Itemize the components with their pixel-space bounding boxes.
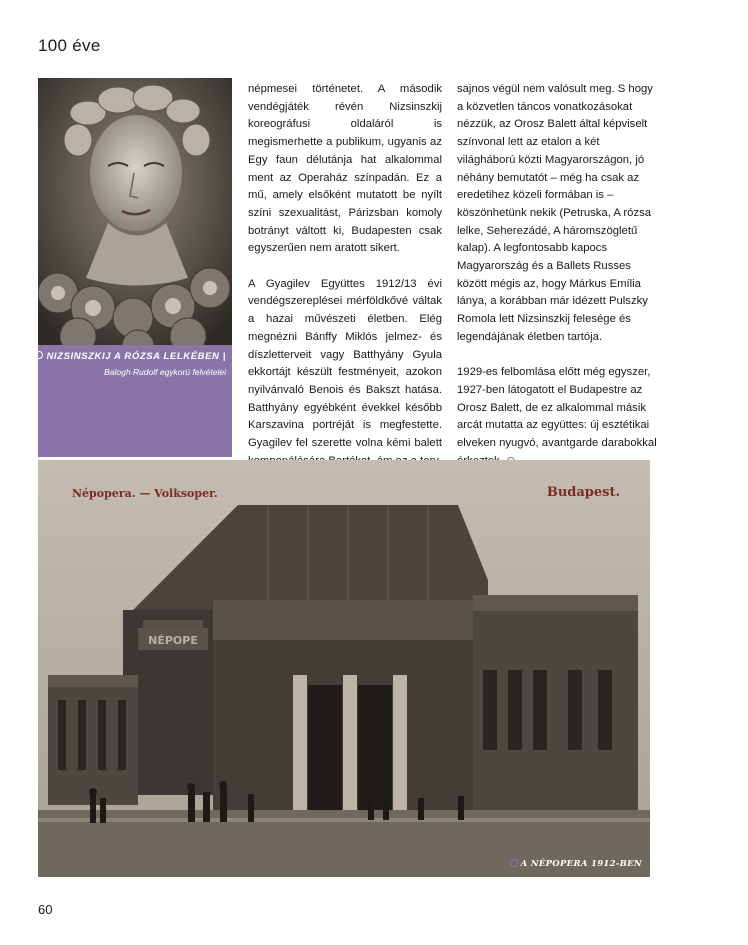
column2-paragraph-1: sajnos végül nem valósult meg. S hogy a közvetlen táncos vonatkozásokat nézzük, az Orosz Balett által képviselt színvonal lett az etalon a két világháború közti Magyarországon, jó néhány bemutatót – még ha csak az eredetihez közeli formában is – köszönhetünk nekik (Petruska, A rózsa lelke, Seherezádé, A háromszögletű kalap). A legfontosabb kapocs Magyarország és a Ballets Russes között mégis az, hogy Márkus Emília lánya, a korábban már idézett Pulszky Romola lett Nizsinszkij felesége és legendájának életben tartója.	[457, 83, 653, 343]
postcard-title-right: Budapest.	[546, 485, 620, 500]
portrait-caption-title: NIZSINSZKIJ A RÓZSA LELKÉBEN |	[46, 351, 226, 362]
text-column-1	[248, 81, 442, 488]
portrait-caption-box	[38, 345, 232, 457]
column2-paragraph-2-wrap	[457, 364, 657, 470]
column1-paragraph-2: A Gyagilev Együttes 1912/13 évi vendégszereplései mérföldkővé váltak a hazai művészeti életben. Elég megnézni Bánffy Miklós jelmez- és díszletterveit vagy Batthyány Gyula ekkortájt készült festményeit, azokon nyilvánvaló Benois és Bakszt hatása. Batthyány egyébként évekkel később Karszavina portréját is megfestette. Gyagilev fel szerette volna kémi balett	[248, 277, 442, 450]
circle-bullet-icon	[510, 859, 518, 867]
portrait-caption-credit: Balogh Rudolf egykorú felvételei	[104, 367, 226, 377]
circle-bullet-icon	[35, 351, 43, 359]
nijinsky-portrait-photo	[38, 78, 232, 345]
portrait-illustration	[38, 78, 232, 345]
nepopera-postcard-photo	[38, 460, 650, 877]
postcard-caption: A NÉPOPERA 1912-BEN	[520, 859, 642, 869]
text-column-2	[457, 81, 657, 488]
page-number: 60	[38, 902, 53, 917]
portrait-caption-title-row	[35, 351, 226, 362]
section-title: 100 éve	[38, 36, 101, 55]
column1-paragraph-1: népmesei történetet. A második vendégjáték révén Nizsinszkij koreográfusi oldaláról is megismerhette a publikum, ugyanis az Egy faun délutánja hat alkalommal ment az Operaház színpadán. Ez a mű, amely elsőként mutatott be nyílt színi szexualitást, Párizsban komoly botrányt váltott ki, Budapesten csak egyszerűen nem aratott sikert.	[248, 83, 442, 255]
column2-paragraph-2: 1929-es felbomlása előtt még egyszer, 1927-ben látogatott el Budapestre az Orosz Balett, de ez alkalommal másik arcát mutatta az együttes: új esztétikai elveken nyugvó, avantgarde darabokkal	[457, 366, 657, 450]
postcard-title-left: Népopera. — Volksoper.	[72, 487, 218, 500]
postcard-caption-row	[510, 859, 642, 869]
building-sign: NÉPOPE	[148, 634, 198, 647]
opera-building-illustration	[38, 460, 650, 877]
